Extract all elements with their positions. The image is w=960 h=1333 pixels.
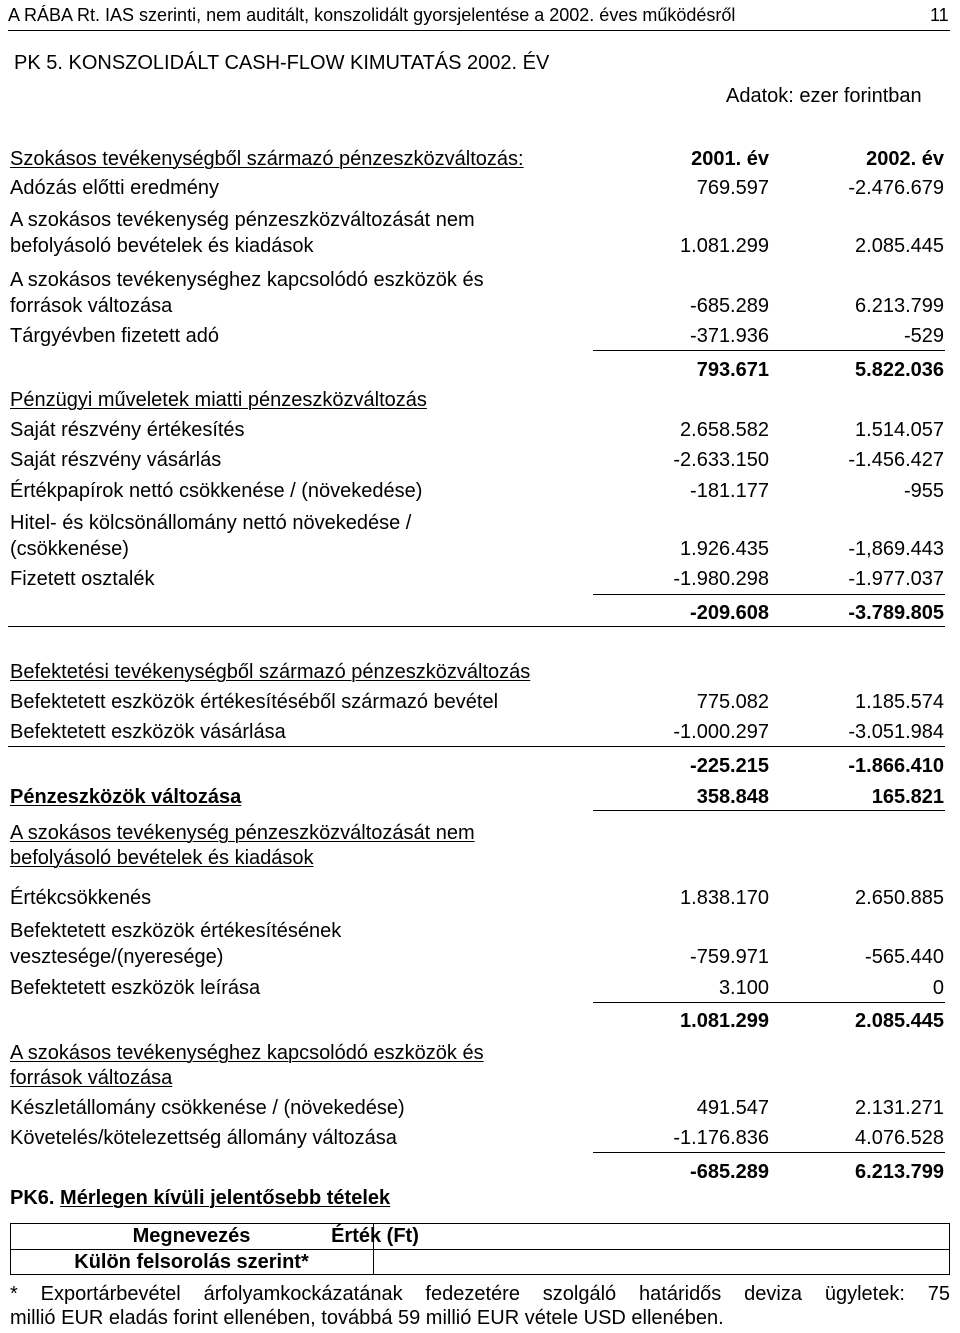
row-value-2002: -529 bbox=[903, 325, 944, 347]
subtotal-2001: -209.608 bbox=[690, 602, 769, 624]
subtotal-2001: -225.215 bbox=[690, 755, 769, 777]
header-rule bbox=[8, 30, 950, 31]
row-value-2002: 1.185.574 bbox=[855, 691, 944, 713]
subtotal-rule bbox=[8, 746, 945, 747]
row-label-line2: befolyásoló bevételek és kiadások bbox=[10, 235, 314, 257]
unit-note: Adatok: ezer forintban bbox=[726, 85, 922, 107]
row-label: Követelés/kötelezettség állomány változása bbox=[10, 1127, 397, 1149]
row-label-line1: A szokásos tevékenység pénzeszközváltozását nem bbox=[10, 209, 475, 231]
subtotal-2001: 793.671 bbox=[696, 359, 769, 381]
row-value-2002: 2.131.271 bbox=[855, 1097, 944, 1119]
footnote-line1: * Exportárbevétel árfolyamkockázatának fedezetére szolgáló határidős deviza ügyletek: 75 bbox=[10, 1283, 950, 1305]
row-label: Értékcsökkenés bbox=[10, 887, 152, 909]
subtotal-2002: -1.866.410 bbox=[848, 755, 944, 777]
noncash-heading-line2: befolyásoló bevételek és kiadások bbox=[10, 847, 314, 869]
page-number: 11 bbox=[930, 5, 949, 25]
row-value-2001: -181.177 bbox=[690, 480, 769, 502]
row-value-2001: -685.289 bbox=[690, 295, 769, 317]
row-value-2001: -1.000.297 bbox=[673, 721, 769, 743]
pk6-col-value: Érték (Ft) bbox=[331, 1225, 419, 1247]
subtotal-2001: 1.081.299 bbox=[680, 1010, 769, 1032]
row-value-2001: 769.597 bbox=[696, 177, 769, 199]
cash-change-label: Pénzeszközök változása bbox=[10, 786, 242, 808]
section-title: PK 5. KONSZOLIDÁLT CASH-FLOW KIMUTATÁS 2002. ÉV bbox=[14, 52, 550, 74]
row-value-2001: -1.176.836 bbox=[673, 1127, 769, 1149]
row-value-2002: 6.213.799 bbox=[855, 295, 944, 317]
financing-heading: Pénzügyi műveletek miatti pénzeszközváltozás bbox=[10, 389, 427, 411]
workingcap-heading-line1: A szokásos tevékenységhez kapcsolódó eszközök és bbox=[10, 1042, 484, 1064]
subtotal-2002: -3.789.805 bbox=[848, 602, 944, 624]
row-value-2002: 2.085.445 bbox=[855, 235, 944, 257]
row-value-2001: 491.547 bbox=[696, 1097, 769, 1119]
footnote-line2: millió EUR eladás forint ellenében, továbbá 59 millió EUR vétele USD ellenében. bbox=[10, 1307, 724, 1329]
subtotal-rule bbox=[593, 1002, 945, 1003]
page-header-title: A RÁBA Rt. IAS szerinti, nem auditált, konszolidált gyorsjelentése a 2002. éves működésről bbox=[8, 5, 736, 25]
row-label-line2: (csökkenése) bbox=[10, 538, 129, 560]
row-value-2002: 4.076.528 bbox=[855, 1127, 944, 1149]
section-rule bbox=[8, 626, 945, 627]
column-header-2001: 2001. év bbox=[691, 148, 769, 170]
row-label: Tárgyévben fizetett adó bbox=[10, 325, 220, 347]
row-label-line2: vesztesége/(nyeresége) bbox=[10, 946, 224, 968]
row-value-2002: -955 bbox=[903, 480, 944, 502]
row-label: Fizetett osztalék bbox=[10, 568, 155, 590]
row-value-2002: -1.456.427 bbox=[848, 449, 944, 471]
row-value-2002: -1.977.037 bbox=[848, 568, 944, 590]
row-value-2001: -2.633.150 bbox=[673, 449, 769, 471]
subtotal-rule bbox=[593, 350, 945, 351]
row-label-line2: források változása bbox=[10, 295, 173, 317]
pk6-prefix: PK6. bbox=[10, 1187, 55, 1209]
pk6-title bbox=[10, 1186, 390, 1210]
row-label: Értékpapírok nettó csökkenése / (növekedése) bbox=[10, 480, 423, 502]
pk6-table bbox=[10, 1223, 950, 1275]
pk6-sub-row: Külön felsorolás szerint* bbox=[74, 1251, 309, 1273]
row-value-2001: -759.971 bbox=[690, 946, 769, 968]
row-value-2002: 1.514.057 bbox=[855, 419, 944, 441]
row-value-2001: 3.100 bbox=[718, 977, 769, 999]
subtotal-rule bbox=[593, 1152, 945, 1153]
noncash-heading-line1: A szokásos tevékenység pénzeszközváltozását nem bbox=[10, 822, 475, 844]
row-label: Befektetett eszközök értékesítéséből származó bevétel bbox=[10, 691, 499, 713]
subtotal-2002: 5.822.036 bbox=[855, 359, 944, 381]
row-label-line1: Hitel- és kölcsönállomány nettó növekedése / bbox=[10, 512, 412, 534]
row-label-line1: A szokásos tevékenységhez kapcsolódó eszközök és bbox=[10, 269, 484, 291]
row-label: Készletállomány csökkenése / (növekedése) bbox=[10, 1097, 405, 1119]
pk6-heading: Mérlegen kívüli jelentősebb tételek bbox=[60, 1187, 391, 1209]
subtotal-2002: 6.213.799 bbox=[855, 1161, 944, 1183]
cash-change-2002: 165.821 bbox=[871, 786, 944, 808]
row-label: Saját részvény értékesítés bbox=[10, 419, 245, 441]
subtotal-2002: 2.085.445 bbox=[855, 1010, 944, 1032]
row-label-line1: Befektetett eszközök értékesítésének bbox=[10, 920, 342, 942]
row-label: Befektetett eszközök leírása bbox=[10, 977, 261, 999]
row-value-2001: 1.926.435 bbox=[680, 538, 769, 560]
row-value-2002: -3.051.984 bbox=[848, 721, 944, 743]
row-value-2001: -1.980.298 bbox=[673, 568, 769, 590]
row-value-2002: 0 bbox=[932, 977, 944, 999]
row-value-2001: 1.081.299 bbox=[680, 235, 769, 257]
row-label: Befektetett eszközök vásárlása bbox=[10, 721, 286, 743]
row-value-2002: -2.476.679 bbox=[848, 177, 944, 199]
subtotal-rule bbox=[593, 594, 945, 595]
row-label: Adózás előtti eredmény bbox=[10, 177, 220, 199]
total-rule bbox=[593, 810, 945, 811]
row-value-2002: 2.650.885 bbox=[855, 887, 944, 909]
row-value-2001: -371.936 bbox=[690, 325, 769, 347]
row-label: Saját részvény vásárlás bbox=[10, 449, 222, 471]
row-value-2001: 1.838.170 bbox=[680, 887, 769, 909]
row-value-2002: -565.440 bbox=[865, 946, 944, 968]
subtotal-2001: -685.289 bbox=[690, 1161, 769, 1183]
row-value-2002: -1,869.443 bbox=[848, 538, 944, 560]
column-header-2002: 2002. év bbox=[866, 148, 944, 170]
investing-heading: Befektetési tevékenységből származó pénzeszközváltozás bbox=[10, 661, 531, 683]
row-value-2001: 775.082 bbox=[696, 691, 769, 713]
cash-change-2001: 358.848 bbox=[696, 786, 769, 808]
pk6-col-name: Megnevezés bbox=[132, 1225, 251, 1247]
operating-heading: Szokásos tevékenységből származó pénzeszközváltozás: bbox=[10, 148, 524, 170]
workingcap-heading-line2: források változása bbox=[10, 1067, 173, 1089]
row-value-2001: 2.658.582 bbox=[680, 419, 769, 441]
